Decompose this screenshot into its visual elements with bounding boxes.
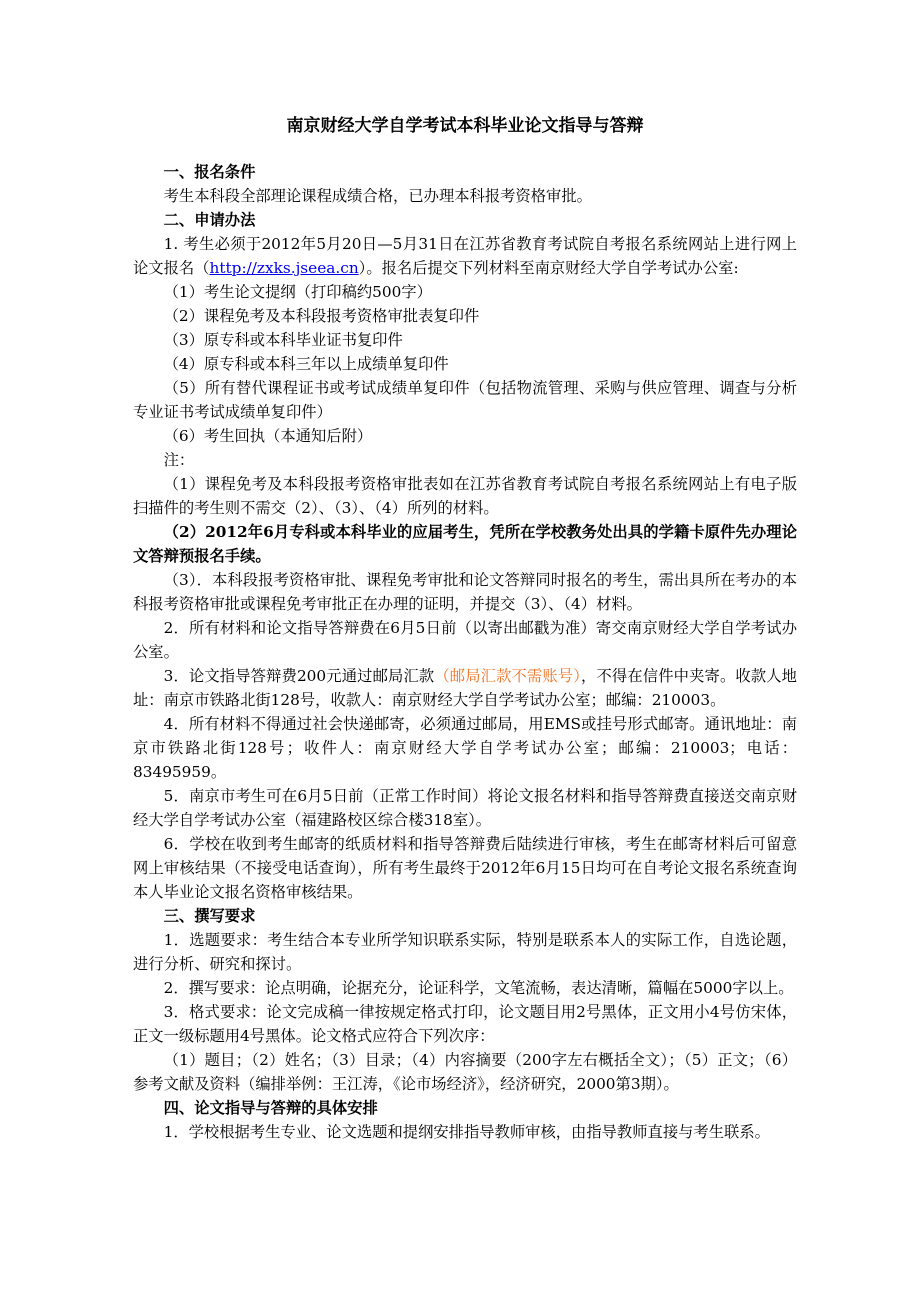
paragraph: （1）题目；（2）姓名；（3）目录；（4）内容摘要（200字左右概括全文）；（5）正文；（6）参考文献及资料（编排举例：王江涛，《论市场经济》，经济研究，2000第3期）。	[133, 1051, 797, 1093]
paragraph	[133, 232, 797, 280]
list-item: （6）考生回执（本通知后附）	[163, 427, 373, 445]
text: 1. 考生必须于2012年5月20日—5月31日在江苏省教育考试院自考报名系统网站上进行网上论文报名（	[133, 235, 797, 277]
section-heading: 四、论文指导与答辩的具体安排	[163, 1099, 378, 1117]
note-item: （1）课程免考及本科段报考资格审批表如在江苏省教育考试院自考报名系统网站上有电子版扫描件的考生则不需交（2）、（3）、（4）所列的材料。	[133, 475, 797, 517]
note-label: 注：	[163, 451, 195, 469]
document-page	[133, 112, 797, 1144]
paragraph: 1．学校根据考生专业、论文选题和提纲安排指导教师审核，由指导教师直接与考生联系。	[163, 1123, 770, 1141]
section-heading: 三、撰写要求	[163, 907, 256, 925]
document-title: 南京财经大学自学考试本科毕业论文指导与答辩	[286, 116, 644, 136]
note-item: （3）．本科段报考资格审批、课程免考审批和论文答辩同时报名的考生，需出具所在考办的本科报考资格审批或课程免考审批正在办理的证明，并提交（3）、（4）材料。	[133, 571, 797, 613]
paragraph: 4．所有材料不得通过社会快递邮寄，必须通过邮局，用EMS或挂号形式邮寄。通讯地址：南京市铁路北街128号；收件人：南京财经大学自学考试办公室；邮编：210003；电话：83495959。	[133, 715, 797, 781]
note-item-bold: （2）2012年6月专科或本科毕业的应届考生，凭所在学校教务处出具的学籍卡原件先办理论文答辩预报名手续。	[133, 523, 797, 565]
text: ，不得在信件中夹寄。收款人地址：南京市铁路北街128号，收款人：南京财经大学自学考试办公室；邮编：210003。	[133, 667, 797, 709]
paragraph: 考生本科段全部理论课程成绩合格，已办理本科报考资格审批。	[163, 187, 592, 205]
section-heading: 二、申请办法	[163, 211, 256, 229]
list-item: （5）所有替代课程证书或考试成绩单复印件（包括物流管理、采购与供应管理、调查与分析专业证书考试成绩单复印件）	[133, 379, 797, 421]
paragraph: 6．学校在收到考生邮寄的纸质材料和指导答辩费后陆续进行审核，考生在邮寄材料后可留意网上审核结果（不接受电话查询），所有考生最终于2012年6月15日均可在自考论文报名系统查询本人毕业论文报名资格审核结果。	[133, 835, 797, 901]
highlight-text: （邮局汇款不需账号）	[434, 667, 582, 685]
paragraph	[133, 664, 797, 712]
list-item: （2）课程免考及本科段报考资格审批表复印件	[163, 307, 480, 325]
list-item: （3）原专科或本科毕业证书复印件	[163, 331, 403, 349]
list-item: （1）考生论文提纲（打印稿约500字）	[163, 283, 432, 301]
registration-link[interactable]: http://zxks.jseea.cn	[209, 259, 359, 277]
paragraph: 2．所有材料和论文指导答辩费在6月5日前（以寄出邮戳为准）寄交南京财经大学自学考试办公室。	[133, 619, 797, 661]
paragraph: 3．格式要求：论文完成稿一律按规定格式打印，论文题目用2号黑体，正文用小4号仿宋体，正文一级标题用4号黑体。论文格式应符合下列次序：	[133, 1003, 797, 1045]
list-item: （4）原专科或本科三年以上成绩单复印件	[163, 355, 449, 373]
text: ）。报名后提交下列材料至南京财经大学自学考试办公室:	[358, 259, 739, 277]
text: 3．论文指导答辩费200元通过邮局汇款	[163, 667, 435, 685]
paragraph: 2．撰写要求：论点明确，论据充分，论证科学，文笔流畅，表达清晰，篇幅在5000字以上。	[163, 979, 794, 997]
paragraph: 5．南京市考生可在6月5日前（正常工作时间）将论文报名材料和指导答辩费直接送交南京财经大学自学考试办公室（福建路校区综合楼318室）。	[133, 787, 797, 829]
section-heading: 一、报名条件	[163, 163, 256, 181]
paragraph: 1．选题要求：考生结合本专业所学知识联系实际，特别是联系本人的实际工作，自选论题，进行分析、研究和探讨。	[133, 931, 797, 973]
